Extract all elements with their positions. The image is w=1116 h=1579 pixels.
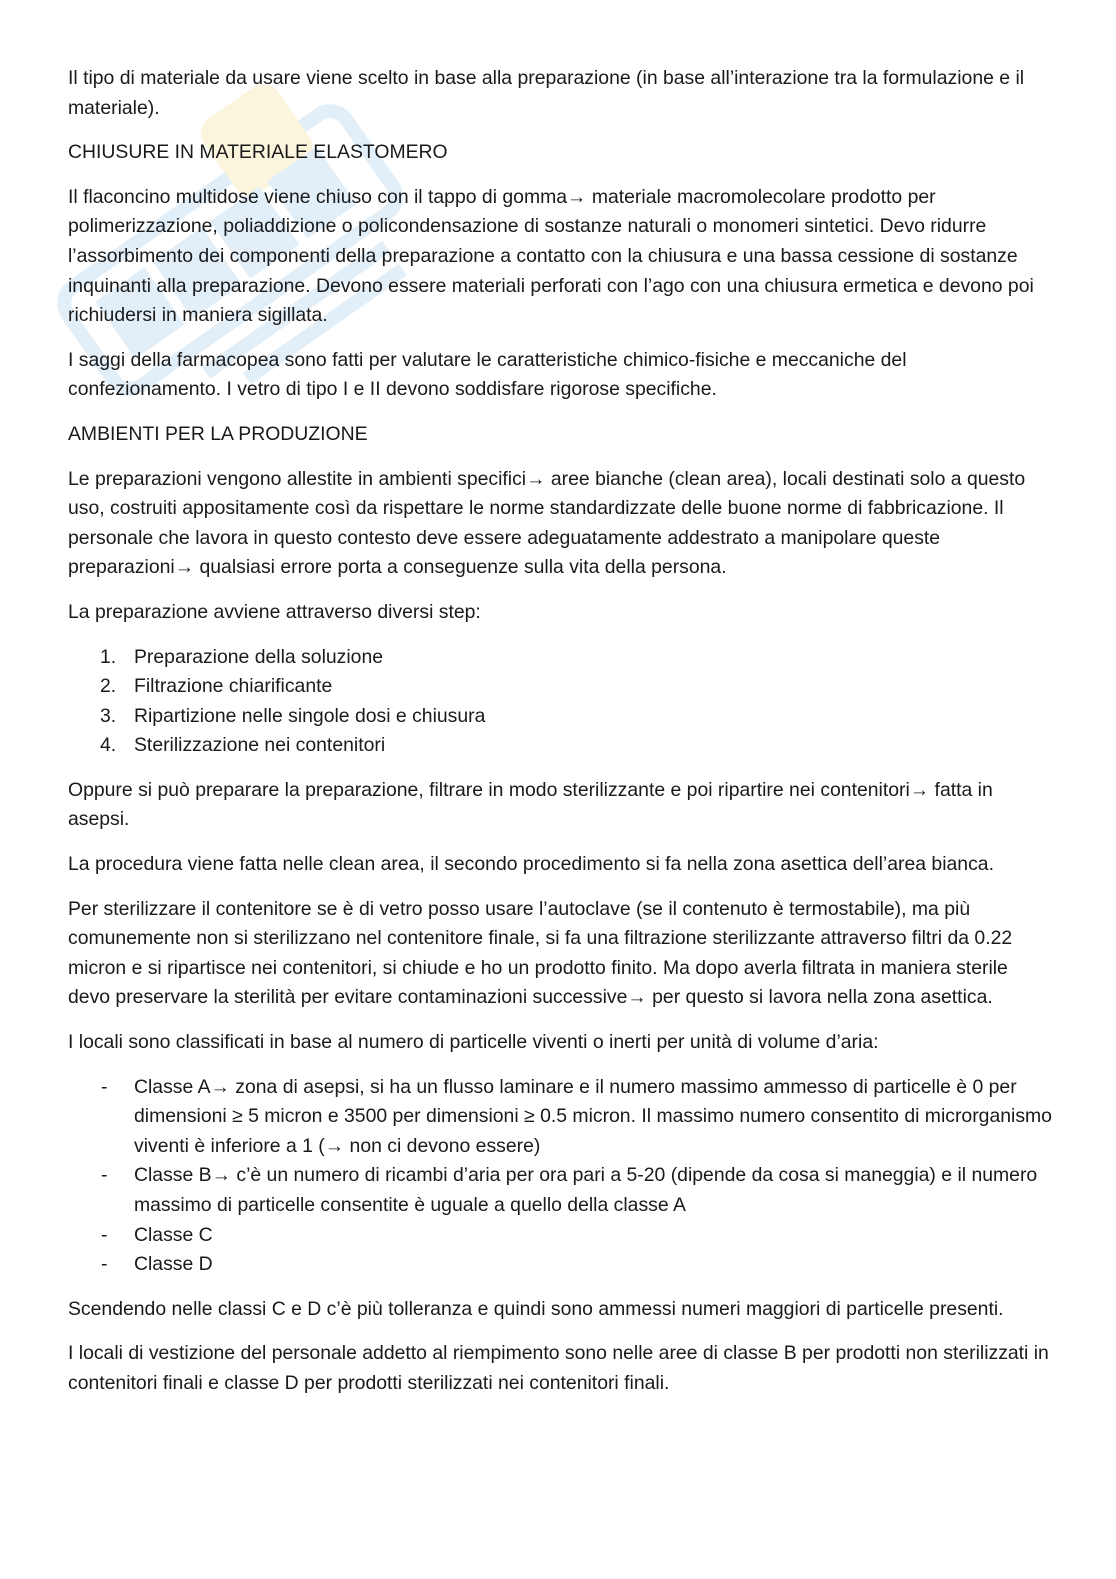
paragraph-material-choice: Il tipo di materiale da usare viene scelto in base alla preparazione (in base all’interazione tra la formulazione e il materiale).: [68, 67, 1025, 119]
list-item: [68, 672, 1053, 702]
heading-ambienti: AMBIENTI PER LA PRODUZIONE: [68, 422, 368, 445]
list-number: 4.: [100, 734, 117, 757]
list-item: [68, 1221, 1053, 1251]
list-item-text: Classe A→ zona di asepsi, si ha un flusso laminare e il numero massimo ammesso di particelle è 0 per dimensioni ≥ 5 micron e 3500 per dimensioni ≥ 0.5 micron. Il massimo numero consentito di microrganismo viventi è inferiore a 1 (→ non ci devono essere): [134, 1075, 1052, 1157]
list-item-text: Classe C: [134, 1223, 213, 1246]
list-item: [68, 731, 1053, 761]
paragraph-steps-intro: La preparazione avviene attraverso diversi step:: [68, 600, 481, 623]
paragraph-oppure: Oppure si può preparare la preparazione, filtrare in modo sterilizzante e poi ripartire nei contenitori→ fatta in asepsi.: [68, 778, 993, 831]
paragraph-locali-classificati: I locali sono classificati in base al numero di particelle viventi o inerti per unità di volume d’aria:: [68, 1031, 879, 1054]
paragraph-preparazioni: Le preparazioni vengono allestite in ambienti specifici→ aree bianche (clean area), locali destinati solo a questo uso, costruiti appositamente così da rispettare le norme standardizzate delle buone norme di fabbricazione. Il personale che lavora in questo contesto deve essere adeguatamente addestrato a manipolare queste preparazioni→ qualsiasi errore porta a conseguenze sulla vita della persona.: [68, 467, 1026, 579]
list-item: [68, 1250, 1053, 1280]
list-item: [68, 1161, 1053, 1220]
list-item: [68, 1073, 1053, 1162]
list-dash: -: [101, 1223, 108, 1246]
paragraph-sterilizzare: Per sterilizzare il contenitore se è di vetro posso usare l’autoclave (se il contenuto è termostabile), ma più comunemente non si sterilizzano nel contenitore finale, si fa una filtrazione sterilizzante attraverso filtri da 0.22 micron e si ripartisce nei contenitori, si chiude e ho un prodotto finito. Ma dopo averla filtrata in maniera sterile devo preservare la sterilità per evitare contaminazioni successive→ per questo si lavora nella zona asettica.: [68, 897, 1013, 1009]
list-item-text: Preparazione della soluzione: [134, 645, 384, 668]
list-dash: -: [101, 1253, 108, 1276]
list-item-text: Sterilizzazione nei contenitori: [134, 734, 386, 757]
list-item-text: Classe B→ c’è un numero di ricambi d’aria per ora pari a 5-20 (dipende da cosa si maneggia) e il numero massimo di particelle consentite è uguale a quello della classe A: [134, 1164, 1038, 1216]
paragraph-saggi: I saggi della farmacopea sono fatti per valutare le caratteristiche chimico-fisiche e meccaniche del confezionamento. I vetro di tipo I e II devono soddisfare rigorose specifiche.: [68, 348, 907, 401]
list-number: 3.: [100, 704, 117, 727]
paragraph-procedura: La procedura viene fatta nelle clean area, il secondo procedimento si fa nella zona asettica dell’area bianca.: [68, 853, 994, 876]
list-number: 1.: [100, 645, 117, 668]
steps-list: [68, 643, 1053, 761]
paragraph-scendendo: Scendendo nelle classi C e D c’è più tolleranza e quindi sono ammessi numeri maggiori di particelle presenti.: [68, 1297, 1004, 1320]
list-item: [68, 702, 1053, 732]
list-item-text: Classe D: [134, 1253, 213, 1276]
list-dash: -: [101, 1164, 108, 1187]
classes-list: [68, 1073, 1053, 1280]
paragraph-vestizione: I locali di vestizione del personale addetto al riempimento sono nelle aree di classe B per prodotti non sterilizzati in contenitori finali e classe D per prodotti sterilizzati nei contenitori finali.: [68, 1342, 1049, 1394]
paragraph-flaconcino: Il flaconcino multidose viene chiuso con il tappo di gomma→ materiale macromolecolare prodotto per polimerizzazione, poliaddizione o policondensazione di sostanze naturali o monomeri sintetici. Devo ridurre l’assorbimento dei componenti della preparazione a contatto con la chiusura e una bassa cessione di sostanze inquinanti alla preparazione. Devono essere materiali perforati con l’ago con una chiusura ermetica e devono poi richiudersi in maniera sigillata.: [68, 185, 1034, 327]
list-number: 2.: [100, 675, 117, 698]
list-dash: -: [101, 1075, 108, 1098]
document-body: [68, 64, 1053, 1414]
list-item-text: Filtrazione chiarificante: [134, 675, 333, 698]
heading-chiusure: CHIUSURE IN MATERIALE ELASTOMERO: [68, 141, 448, 164]
list-item: [68, 643, 1053, 673]
list-item-text: Ripartizione nelle singole dosi e chiusura: [134, 704, 486, 727]
